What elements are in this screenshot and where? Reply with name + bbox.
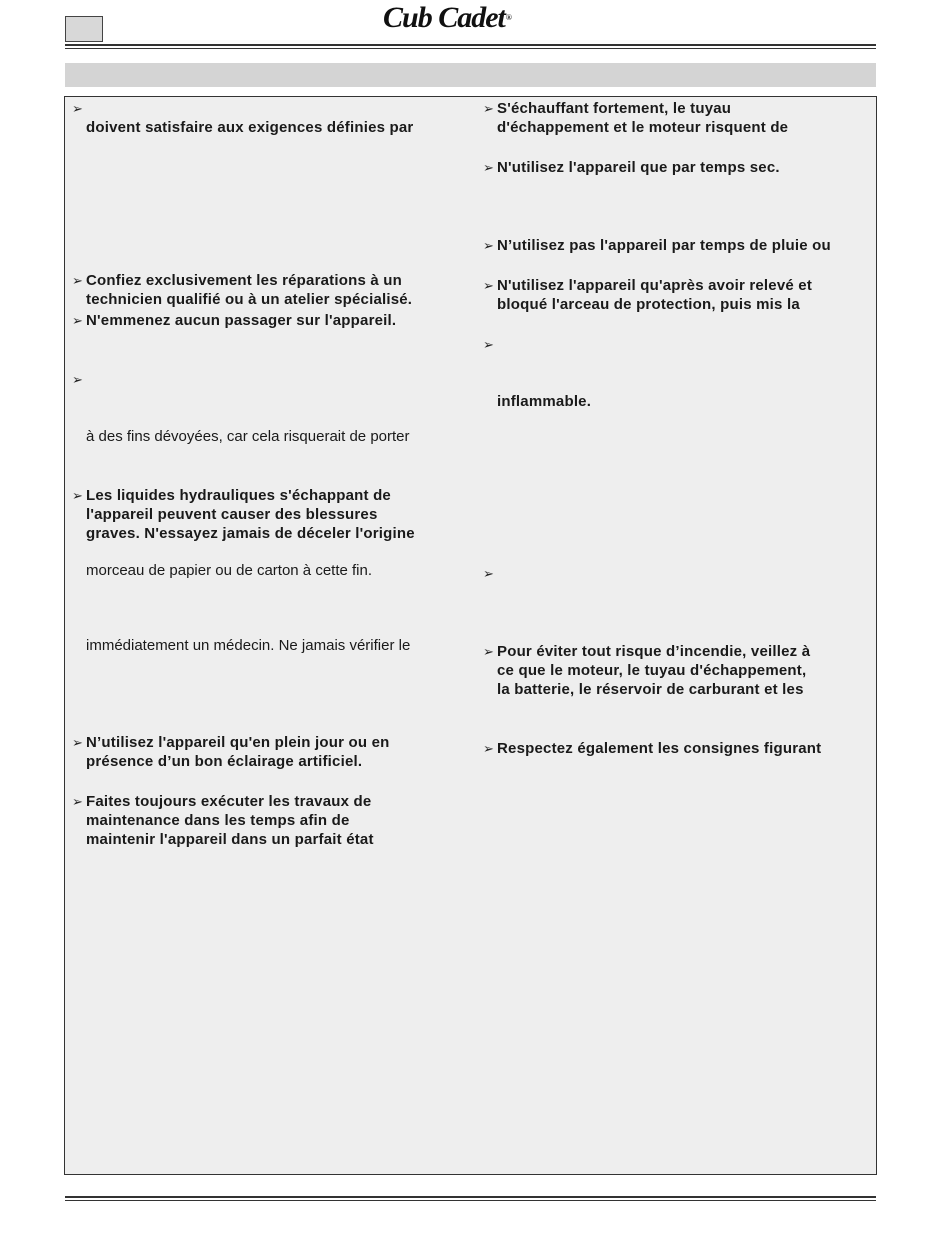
text-line: N'utilisez l'appareil qu'après avoir relevé et bbox=[497, 277, 813, 294]
bullet-arrow-icon: ➢ bbox=[483, 101, 494, 116]
text-line: la batterie, le réservoir de carburant et les bbox=[497, 681, 804, 698]
bullet-arrow-icon: ➢ bbox=[483, 644, 494, 659]
text-line: Les liquides hydrauliques s'échappant de bbox=[86, 487, 391, 504]
bullet-arrow-icon: ➢ bbox=[483, 566, 494, 581]
bullet-arrow-icon: ➢ bbox=[72, 372, 83, 387]
header-rule bbox=[65, 44, 876, 46]
text-line: technicien qualifié ou à un atelier spécialisé. bbox=[86, 291, 413, 308]
bullet-arrow-icon: ➢ bbox=[72, 313, 83, 328]
bullet-arrow-icon: ➢ bbox=[72, 273, 83, 288]
bullet-arrow-icon: ➢ bbox=[483, 238, 494, 253]
text-line: doivent satisfaire aux exigences définies par bbox=[86, 119, 414, 136]
footer-rule bbox=[65, 1196, 876, 1198]
text-line: présence d’un bon éclairage artificiel. bbox=[86, 753, 363, 770]
logo-text: Cub Cadet bbox=[383, 1, 505, 34]
text-line: graves. N'essayez jamais de déceler l'origine bbox=[86, 525, 415, 542]
text-line: d'échappement et le moteur risquent de bbox=[497, 119, 789, 136]
text-line: N'utilisez l'appareil que par temps sec. bbox=[497, 159, 780, 176]
bullet-arrow-icon: ➢ bbox=[72, 488, 83, 503]
text-line: inflammable. bbox=[497, 393, 592, 410]
text-line: à des fins dévoyées, car cela risquerait de porter bbox=[86, 428, 410, 445]
bullet-arrow-icon: ➢ bbox=[72, 735, 83, 750]
bullet-arrow-icon: ➢ bbox=[72, 101, 83, 116]
bullet-arrow-icon: ➢ bbox=[483, 278, 494, 293]
text-line: N’utilisez pas l'appareil par temps de pluie ou bbox=[497, 237, 831, 254]
text-line: immédiatement un médecin. Ne jamais vérifier le bbox=[86, 637, 411, 654]
text-line: Confiez exclusivement les réparations à un bbox=[86, 272, 403, 289]
text-line: bloqué l'arceau de protection, puis mis la bbox=[497, 296, 800, 313]
text-line: maintenir l'appareil dans un parfait état bbox=[86, 831, 374, 848]
bullet-arrow-icon: ➢ bbox=[483, 337, 494, 352]
text-line: ce que le moteur, le tuyau d'échappement, bbox=[497, 662, 807, 679]
registered-mark: ® bbox=[505, 13, 511, 22]
text-line: Respectez également les consignes figurant bbox=[497, 740, 822, 757]
text-line: N’utilisez l'appareil qu'en plein jour ou en bbox=[86, 734, 390, 751]
text-line: morceau de papier ou de carton à cette fin. bbox=[86, 562, 373, 579]
cub-cadet-logo bbox=[383, 0, 511, 36]
text-line: l'appareil peuvent causer des blessures bbox=[86, 506, 378, 523]
text-line: Pour éviter tout risque d’incendie, veillez à bbox=[497, 643, 811, 660]
bullet-arrow-icon: ➢ bbox=[72, 794, 83, 809]
section-title-band bbox=[65, 63, 876, 87]
page-number-box bbox=[65, 16, 103, 42]
footer-rule-thin bbox=[65, 1200, 876, 1201]
header-rule-thin bbox=[65, 48, 876, 49]
text-line: N'emmenez aucun passager sur l'appareil. bbox=[86, 312, 397, 329]
text-line: maintenance dans les temps afin de bbox=[86, 812, 350, 829]
text-line: S'échauffant fortement, le tuyau bbox=[497, 100, 732, 117]
text-line: Faites toujours exécuter les travaux de bbox=[86, 793, 372, 810]
bullet-arrow-icon: ➢ bbox=[483, 741, 494, 756]
bullet-arrow-icon: ➢ bbox=[483, 160, 494, 175]
